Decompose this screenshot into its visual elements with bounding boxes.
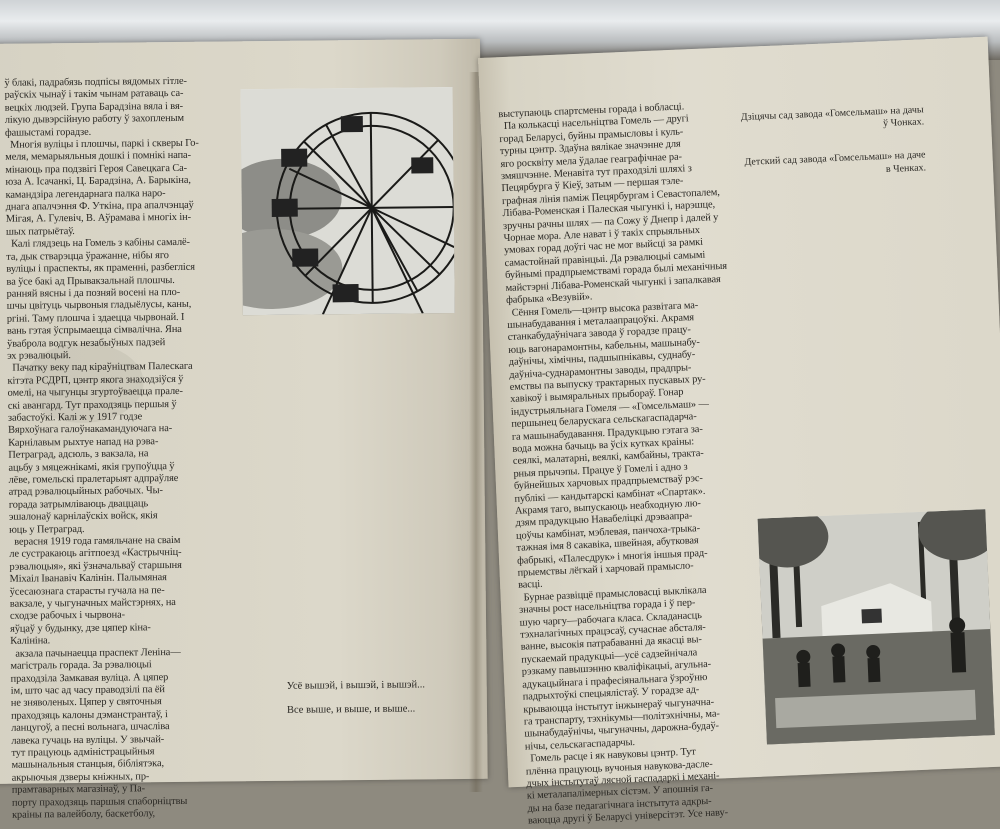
left-page-text: ў блакі, падрабязь подпісы вядомых гітле- раўскіх чынаў і такім чынам ратаваць са- вецкіх людзей. Група Барадзіна вяла і вя- лікую дывэрсійную работу ў захопленым фашыстамі горадзе. Многія вуліцы і плошчы, паркі і скверы Го- меля, мемарыяльныя дошкі і помнікі напа- мінаюць пра подзвігі Героя Савецкага Са- юза А. Ісачанкі, Ц. Барадзіна, А. Барыкіна, камандзіра легендарнага палка наро- днага апалчэння Ф. Уткіна, пра апалчэнцаў Мігая, А. Гулевіч, В. Аўрамава і многіх ін- шых патрыётаў. Калі глядзець на Гомель з кабіны самалё- та, дык стварэцца ўражанне, нібы яго вуліцы і праспекты, як праменні, разбегліся ва ўсе бакі ад Прывакзальнай плошчы. ранняй вясны і да позняй восені на пло- шчы цвітуць чырвоныя гладыёлусы, каны, ргіні. Таму плошча і здаецца чырвонай. І вань гэтая ўспрымаецца сімвалічна. Яна ўваброла водгук незабыўных падзей эх рэвалюцый. Пачатку веку пад кіраўніцтвам Палескага кітэта РСДРП, цэнтр якога знаходзіўся ў омелі, на чыгунцы згуртоўваецца прале- скі авангард. Тут праходзяць першыя ў забастоўкі. Калі ж у 1917 годзе Вярхоўнага галоўнакамандуючага на- Карнілавым рыхтуе напад на рэва- Петраград, адсюль, з вакзала, на ацьбу з мяцежнікамі, якія групоўцца ў лёве, гомельскі пралетарыят адпраўляе атрад рэвалюцыйных рабочых. Чы- горада затрымліваюць дваццаць эшалонаў карнілаўскіх войск, якія юць у Петраград. верасня 1919 года гамяльчане на сваім ле сустракаюць агітпоезд «Кастрычніц- рэвалюцыя», які ўзначальваў старшыня Міхаіл Іванавіч Калінін. Палымяная ўсесаюзнага старасты гучала на пе- вакзале, у чыгуначных майстэрнях, на сходзе рабочых і чырвона- яўцаў у будынку, дзе цяпер кіна- Калініна. акзала пачынаецца праспект Леніна— магістраль горада. За рэвалюцыі праходзіла Замкавая вуліца. А цяпер ім, што час ад часу праводзілі па ёй не зняволеных. Цяпер у святочныя праходзяць калоны дэманстрантаў, і ланцугоў, а песні вольнага, шчасліва лавека гучаць на вуліцы. У звычай- тут працуюць адміністрацыйныя машынальныя станцыя, бібліятэка, акрыючыя дзверы кніжных, пр- прамтаварных магазінаў, у Па- порту праходзяць паршыя спаборніцтвы краіны па валейболу, баскетболу,	[4, 75, 199, 821]
caption-russian: Детский сад завода «Гомсельмаш» на даче в Ченках.	[744, 149, 927, 175]
open-book	[0, 32, 990, 827]
photo-caption-russian: Все выше, и выше, и выше...	[286, 703, 416, 716]
ferris-wheel-photo	[240, 87, 454, 315]
kindergarten-photo	[758, 509, 995, 744]
right-page	[478, 37, 1000, 827]
caption-belarusian: Дзіцячы сад завода «Гомсельмаш» на дачы ў Чонках.	[740, 103, 925, 130]
ferris-wheel-icon	[240, 87, 454, 315]
photo-caption-belarusian: Усё вышэй, і вышэй, і вышэй...	[286, 679, 426, 692]
left-page	[0, 39, 488, 821]
book-spine	[469, 72, 483, 792]
kindergarten-scene-icon	[758, 509, 995, 744]
kindergarten-caption	[725, 91, 927, 207]
right-page-text: выступаюць спартсмены горада і вобласці. Па колькасці насельніцтва Гомель — другі горад Беларусі, буйны прамысловы і куль- турны цэнтр. Здаўна вялікае значэнне для яго росквіту мела ўдалае геаграфічнае ра- змяшчэнне. Менавіта тут праходзілі шляхі з Пецярбурга ў Кіеў, затым — першая тэле- графная лінія паміж Пецярбургам і Севастопалем, Лібава-Роменская і Палеская чыгункі і, нарэшце, зручны рачны шлях — па Сожу ў Днепр і далей у Чорнае мора. Але нават і ў такіх спрыяльных умовах горад доўгі час не мог выйсці за рамкі самастойнай правінцыі. Да рэвалюцыі самымі буйнымі прадпрыемствамі горада былі механічныя майстэрні Лібава-Роменскай чыгункі і запалкавая фабрыка «Везувій». Сёння Гомель—цэнтр высока развітага ма- шынабудавання і металаапрацоўкі. Акрамя станкабудаўнічага завода ў горадзе працу- юць вагонарамонтны, кабельны, машынабу- даўнічы, хімічны, падшыпнікавы, суднабу- даўніча-суднарамонтны заводы, прадпры- емствы па выпуску трактарных пускавых ру- хавікоў і вымяральных прыбораў. Гонар індустрыяльнага Гомеля — «Гомсельмаш» — першынец беларускага сельскагаспадарча- га машынабудавання. Прадукцыю гэтага за- вода можна бачыць ва ўсіх кутках краіны: сеялкі, малатарні, веялкі, камбайны, тракта- рныя прычэпы. Працуе ў Гомелі і адно з буйнейшых харчовых прадпрыемстваў рэс- публікі — кандытарскі камбінат «Спартак». Акрамя таго, выпускаюць неабходную лю- дзям прадукцыю Навабеліцкі дрэваапра- цоўчы камбінат, мэблевая, панчоха-трыка- тажная імя 8 сакавіка, швейная, абутковая фабрыкі, «Палесдрук» і многія іншыя прад- прыемствы лёгкай і харчовай прамысло- васці. Бурнае развіццё прамысловасці выклікала значны рост насельніцтва горада і ў пер- шую чаргу—рабочага класа. Складанасць тэхналагічных працэсаў, сучаснае абсталя- ванне, высокія патрабаванні да якасці вы- пускаемай прадукцыі—усё садзейнічала рэзкаму павышэнню кваліфікацыі, агульна- адукацыйнага і прафесіянальнага ўзроўню падрыхтоўкі спецыялістаў. У горадзе ад- крываюцца інстытут інжынераў чыгуначна- га транспарту, тэхнікумы—політэхнічны, ма- шынабудаўнічы, чыгуначны, дарожна-будаў- нічы, сельскагаспадарчы. Гомель расце і як навуковы цэнтр. Тут плённа працуюць вучоныя навукова-дасле- дчых інстытутаў лясной гаспадаркі і механі- кі металапалімерных сістэм. У апошнія га- ды на базе педагагічнага інстытута адкры- ваюцца другі ў Беларусі універсітэт. Усе наву-	[498, 101, 729, 827]
